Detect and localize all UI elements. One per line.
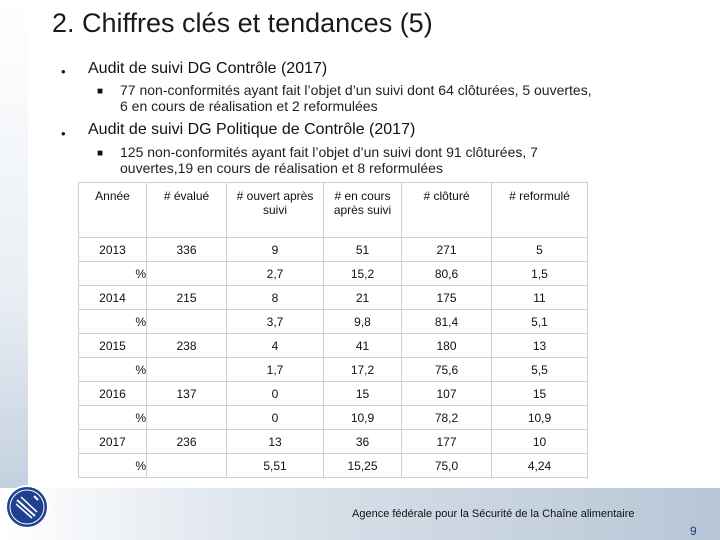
cell-ouvert: 13 — [227, 430, 324, 454]
page-number: 9 — [690, 524, 697, 538]
cell-en-cours: 51 — [324, 238, 402, 262]
sub-line: 125 non-conformités ayant fait l’objet d’un suivi dont 91 clôturées, 7 — [120, 144, 538, 160]
afsca-logo-icon — [4, 484, 50, 530]
cell-pct-label: % — [79, 358, 147, 382]
col-header-reformule: # reformulé — [492, 183, 588, 238]
cell-pct-ouvert: 2,7 — [227, 262, 324, 286]
col-header-evalue: # évalué — [147, 183, 227, 238]
cell-evalue: 336 — [147, 238, 227, 262]
col-header-annee: Année — [79, 183, 147, 238]
section-sub-politique — [120, 144, 538, 176]
cell-evalue: 236 — [147, 430, 227, 454]
cell-cloture: 177 — [402, 430, 492, 454]
table-header-row — [79, 183, 588, 238]
sub-line: 6 en cours de réalisation et 2 reformulées — [120, 98, 378, 114]
left-decor-bar — [0, 0, 28, 540]
cell-empty — [147, 406, 227, 430]
cell-ouvert: 0 — [227, 382, 324, 406]
cell-pct-en-cours: 17,2 — [324, 358, 402, 382]
cell-pct-en-cours: 10,9 — [324, 406, 402, 430]
bullet-dot: • — [61, 126, 66, 141]
cell-reformule: 10 — [492, 430, 588, 454]
cell-pct-reformule: 1,5 — [492, 262, 588, 286]
cell-pct-en-cours: 15,2 — [324, 262, 402, 286]
table-row — [79, 430, 588, 454]
cell-pct-label: % — [79, 454, 147, 478]
cell-pct-ouvert: 1,7 — [227, 358, 324, 382]
section-sub-controle — [120, 82, 592, 114]
cell-ouvert: 9 — [227, 238, 324, 262]
cell-pct-label: % — [79, 310, 147, 334]
cell-cloture: 271 — [402, 238, 492, 262]
cell-pct-label: % — [79, 262, 147, 286]
cell-cloture: 180 — [402, 334, 492, 358]
cell-reformule: 5 — [492, 238, 588, 262]
table-row — [79, 286, 588, 310]
cell-pct-reformule: 5,1 — [492, 310, 588, 334]
cell-evalue: 137 — [147, 382, 227, 406]
cell-en-cours: 15 — [324, 382, 402, 406]
cell-empty — [147, 310, 227, 334]
cell-year: 2015 — [79, 334, 147, 358]
table-row — [79, 334, 588, 358]
cell-reformule: 11 — [492, 286, 588, 310]
col-header-en-cours: # en cours après suivi — [324, 183, 402, 238]
slide-title: 2. Chiffres clés et tendances (5) — [52, 8, 433, 38]
table-row-pct — [79, 358, 588, 382]
cell-pct-ouvert: 5,51 — [227, 454, 324, 478]
cell-pct-en-cours: 9,8 — [324, 310, 402, 334]
table-row — [79, 382, 588, 406]
cell-en-cours: 36 — [324, 430, 402, 454]
cell-evalue: 238 — [147, 334, 227, 358]
cell-en-cours: 41 — [324, 334, 402, 358]
cell-pct-cloture: 81,4 — [402, 310, 492, 334]
col-header-cloture: # clôturé — [402, 183, 492, 238]
col-header-ouvert: # ouvert après suivi — [227, 183, 324, 238]
cell-pct-reformule: 10,9 — [492, 406, 588, 430]
cell-empty — [147, 358, 227, 382]
cell-pct-cloture: 80,6 — [402, 262, 492, 286]
cell-pct-cloture: 75,6 — [402, 358, 492, 382]
cell-pct-cloture: 75,0 — [402, 454, 492, 478]
cell-ouvert: 8 — [227, 286, 324, 310]
cell-pct-ouvert: 0 — [227, 406, 324, 430]
cell-year: 2014 — [79, 286, 147, 310]
cell-en-cours: 21 — [324, 286, 402, 310]
cell-pct-reformule: 5,5 — [492, 358, 588, 382]
cell-evalue: 215 — [147, 286, 227, 310]
cell-reformule: 15 — [492, 382, 588, 406]
cell-pct-en-cours: 15,25 — [324, 454, 402, 478]
cell-cloture: 175 — [402, 286, 492, 310]
table-row-pct — [79, 406, 588, 430]
sub-line: ouvertes,19 en cours de réalisation et 8 reformulées — [120, 160, 443, 176]
cell-reformule: 13 — [492, 334, 588, 358]
table-row — [79, 238, 588, 262]
cell-pct-ouvert: 3,7 — [227, 310, 324, 334]
cell-year: 2016 — [79, 382, 147, 406]
table-row-pct — [79, 454, 588, 478]
cell-pct-reformule: 4,24 — [492, 454, 588, 478]
cell-year: 2017 — [79, 430, 147, 454]
cell-pct-cloture: 78,2 — [402, 406, 492, 430]
footer-agency-name: Agence fédérale pour la Sécurité de la Chaîne alimentaire — [352, 508, 635, 520]
section-heading-controle: Audit de suivi DG Contrôle (2017) — [88, 60, 328, 77]
square-bullet: ■ — [97, 148, 104, 159]
table-row-pct — [79, 262, 588, 286]
square-bullet: ■ — [97, 86, 104, 97]
section-heading-politique: Audit de suivi DG Politique de Contrôle (2017) — [88, 121, 416, 138]
sub-line: 77 non-conformités ayant fait l’objet d’un suivi dont 64 clôturées, 5 ouvertes, — [120, 82, 592, 98]
cell-ouvert: 4 — [227, 334, 324, 358]
cell-cloture: 107 — [402, 382, 492, 406]
cell-pct-label: % — [79, 406, 147, 430]
audit-table — [78, 182, 588, 478]
bullet-dot: • — [61, 64, 66, 79]
cell-empty — [147, 262, 227, 286]
table-row-pct — [79, 310, 588, 334]
cell-year: 2013 — [79, 238, 147, 262]
cell-empty — [147, 454, 227, 478]
